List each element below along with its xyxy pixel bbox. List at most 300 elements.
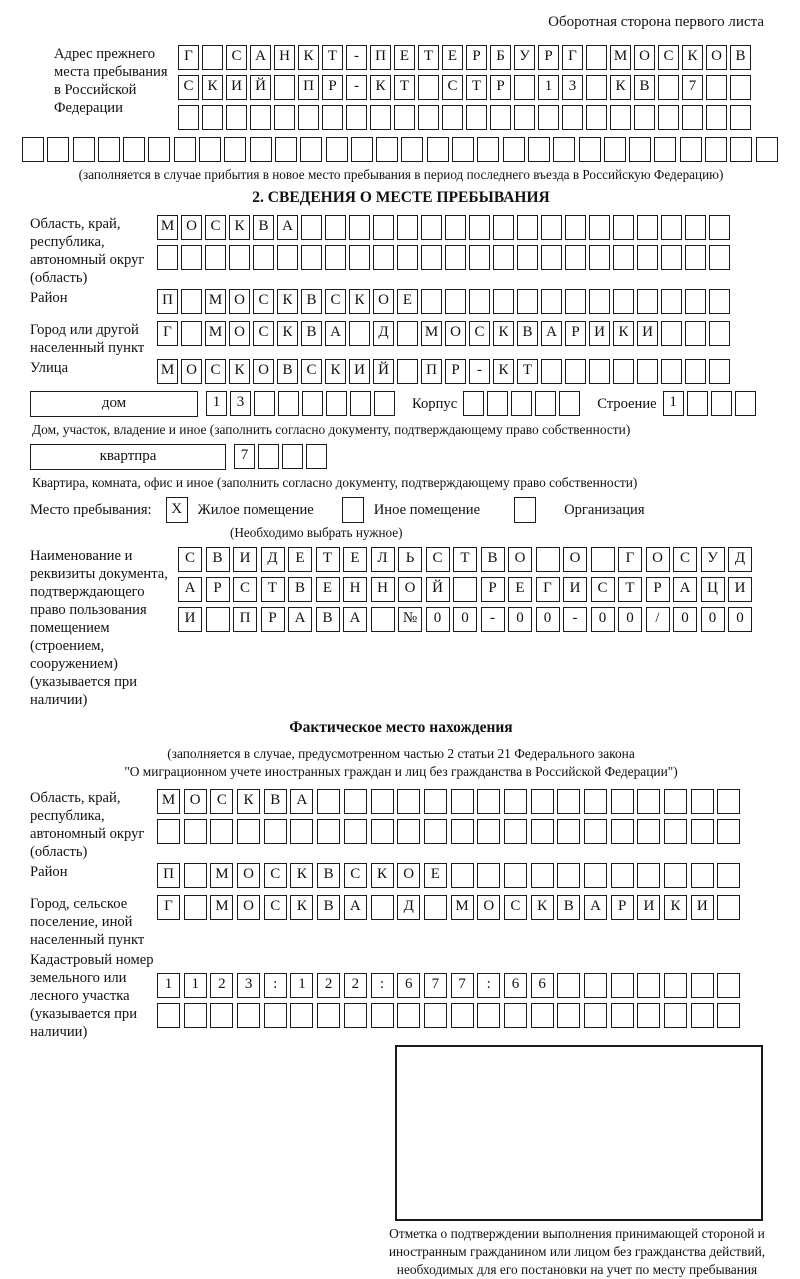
char-cell[interactable]	[344, 789, 367, 814]
char-cell[interactable]	[453, 577, 477, 602]
char-cell[interactable]	[709, 321, 730, 346]
char-cell[interactable]	[317, 789, 340, 814]
char-cell[interactable]	[610, 105, 631, 130]
char-cell[interactable]	[535, 391, 556, 416]
char-cell[interactable]	[504, 789, 527, 814]
char-cell[interactable]: Р	[322, 75, 343, 100]
char-cell[interactable]	[553, 137, 575, 162]
char-cell[interactable]: К	[493, 359, 514, 384]
char-cell[interactable]	[397, 359, 418, 384]
char-cell[interactable]	[654, 137, 676, 162]
char-cell[interactable]	[469, 289, 490, 314]
char-cell[interactable]	[705, 137, 727, 162]
char-cell[interactable]: П	[157, 289, 178, 314]
char-cell[interactable]	[397, 789, 420, 814]
char-cell[interactable]	[264, 1003, 287, 1028]
char-cell[interactable]	[371, 789, 394, 814]
char-cell[interactable]	[541, 245, 562, 270]
char-cell[interactable]: О	[229, 321, 250, 346]
char-cell[interactable]: 1	[157, 973, 180, 998]
char-cell[interactable]	[376, 137, 398, 162]
char-cell[interactable]: Т	[466, 75, 487, 100]
char-cell[interactable]: И	[691, 895, 714, 920]
char-cell[interactable]: О	[706, 45, 727, 70]
char-cell[interactable]	[418, 75, 439, 100]
char-cell[interactable]	[22, 137, 44, 162]
char-cell[interactable]: И	[563, 577, 587, 602]
char-cell[interactable]: Р	[206, 577, 230, 602]
char-cell[interactable]: 0	[591, 607, 615, 632]
char-cell[interactable]: К	[664, 895, 687, 920]
char-cell[interactable]: М	[610, 45, 631, 70]
char-cell[interactable]	[531, 819, 554, 844]
char-cell[interactable]	[709, 289, 730, 314]
char-cell[interactable]	[536, 547, 560, 572]
char-cell[interactable]	[664, 1003, 687, 1028]
char-cell[interactable]	[349, 215, 370, 240]
char-cell[interactable]: Р	[445, 359, 466, 384]
char-cell[interactable]	[237, 1003, 260, 1028]
char-cell[interactable]: К	[349, 289, 370, 314]
char-cell[interactable]: Й	[250, 75, 271, 100]
char-cell[interactable]: Г	[536, 577, 560, 602]
char-cell[interactable]: В	[316, 607, 340, 632]
char-cell[interactable]: Ь	[398, 547, 422, 572]
char-cell[interactable]: Г	[178, 45, 199, 70]
char-cell[interactable]: :	[264, 973, 287, 998]
char-cell[interactable]: 0	[508, 607, 532, 632]
char-cell[interactable]	[477, 1003, 500, 1028]
char-cell[interactable]: П	[370, 45, 391, 70]
char-cell[interactable]: Е	[508, 577, 532, 602]
char-cell[interactable]: С	[442, 75, 463, 100]
char-cell[interactable]: М	[157, 215, 178, 240]
char-cell[interactable]: С	[178, 75, 199, 100]
char-cell[interactable]	[658, 75, 679, 100]
char-cell[interactable]	[661, 215, 682, 240]
char-cell[interactable]: 2	[344, 973, 367, 998]
char-cell[interactable]	[637, 245, 658, 270]
char-cell[interactable]	[586, 45, 607, 70]
char-cell[interactable]	[611, 863, 634, 888]
char-cell[interactable]: Т	[322, 45, 343, 70]
char-cell[interactable]: А	[250, 45, 271, 70]
char-cell[interactable]	[637, 1003, 660, 1028]
char-cell[interactable]	[469, 215, 490, 240]
char-cell[interactable]: В	[634, 75, 655, 100]
char-cell[interactable]: П	[157, 863, 180, 888]
char-cell[interactable]	[451, 819, 474, 844]
char-cell[interactable]: О	[646, 547, 670, 572]
char-cell[interactable]	[637, 215, 658, 240]
char-cell[interactable]	[756, 137, 778, 162]
char-cell[interactable]	[711, 391, 732, 416]
char-cell[interactable]: К	[370, 75, 391, 100]
char-cell[interactable]	[451, 863, 474, 888]
char-cell[interactable]: Р	[611, 895, 634, 920]
char-cell[interactable]: С	[178, 547, 202, 572]
char-cell[interactable]	[664, 819, 687, 844]
char-cell[interactable]: Г	[157, 895, 180, 920]
char-cell[interactable]: С	[233, 577, 257, 602]
char-cell[interactable]: И	[349, 359, 370, 384]
char-cell[interactable]	[424, 819, 447, 844]
char-cell[interactable]	[613, 359, 634, 384]
char-cell[interactable]: Д	[261, 547, 285, 572]
char-cell[interactable]	[206, 607, 230, 632]
char-cell[interactable]	[589, 215, 610, 240]
char-cell[interactable]: Т	[453, 547, 477, 572]
char-cell[interactable]: Р	[261, 607, 285, 632]
char-cell[interactable]	[178, 105, 199, 130]
char-cell[interactable]: С	[673, 547, 697, 572]
char-cell[interactable]: С	[325, 289, 346, 314]
char-cell[interactable]: О	[445, 321, 466, 346]
char-cell[interactable]	[47, 137, 69, 162]
char-cell[interactable]: М	[157, 789, 180, 814]
char-cell[interactable]: Е	[442, 45, 463, 70]
char-cell[interactable]: В	[206, 547, 230, 572]
char-cell[interactable]	[717, 895, 740, 920]
house-type-box[interactable]: дом	[30, 391, 198, 417]
char-cell[interactable]: И	[728, 577, 752, 602]
char-cell[interactable]	[350, 391, 371, 416]
char-cell[interactable]	[685, 289, 706, 314]
char-cell[interactable]: Й	[373, 359, 394, 384]
char-cell[interactable]	[691, 1003, 714, 1028]
char-cell[interactable]: Д	[373, 321, 394, 346]
char-cell[interactable]: Г	[562, 45, 583, 70]
char-cell[interactable]: К	[325, 359, 346, 384]
char-cell[interactable]	[326, 391, 347, 416]
char-cell[interactable]	[514, 75, 535, 100]
char-cell[interactable]: Т	[517, 359, 538, 384]
char-cell[interactable]	[538, 105, 559, 130]
char-cell[interactable]: А	[541, 321, 562, 346]
char-cell[interactable]	[229, 245, 250, 270]
char-cell[interactable]: О	[237, 863, 260, 888]
char-cell[interactable]: 6	[504, 973, 527, 998]
char-cell[interactable]: Е	[343, 547, 367, 572]
char-cell[interactable]	[205, 245, 226, 270]
char-cell[interactable]	[557, 1003, 580, 1028]
char-cell[interactable]	[374, 391, 395, 416]
char-cell[interactable]	[148, 137, 170, 162]
char-cell[interactable]	[584, 819, 607, 844]
char-cell[interactable]	[317, 819, 340, 844]
char-cell[interactable]	[174, 137, 196, 162]
char-cell[interactable]	[184, 819, 207, 844]
char-cell[interactable]	[589, 245, 610, 270]
char-cell[interactable]	[477, 137, 499, 162]
char-cell[interactable]	[274, 105, 295, 130]
char-cell[interactable]: 0	[673, 607, 697, 632]
char-cell[interactable]: И	[233, 547, 257, 572]
char-cell[interactable]	[300, 137, 322, 162]
char-cell[interactable]	[258, 444, 279, 469]
char-cell[interactable]	[253, 245, 274, 270]
char-cell[interactable]: -	[346, 45, 367, 70]
char-cell[interactable]: А	[325, 321, 346, 346]
char-cell[interactable]	[371, 1003, 394, 1028]
char-cell[interactable]: Й	[426, 577, 450, 602]
char-cell[interactable]	[275, 137, 297, 162]
char-cell[interactable]: В	[301, 289, 322, 314]
char-cell[interactable]: О	[508, 547, 532, 572]
char-cell[interactable]	[326, 137, 348, 162]
char-cell[interactable]: Т	[394, 75, 415, 100]
char-cell[interactable]: О	[237, 895, 260, 920]
char-cell[interactable]	[611, 973, 634, 998]
char-cell[interactable]	[664, 789, 687, 814]
char-cell[interactable]	[517, 245, 538, 270]
char-cell[interactable]: 0	[728, 607, 752, 632]
checkbox-zhiloe[interactable]: X	[166, 497, 188, 523]
char-cell[interactable]	[629, 137, 651, 162]
char-cell[interactable]	[637, 289, 658, 314]
char-cell[interactable]	[531, 863, 554, 888]
char-cell[interactable]: 1	[538, 75, 559, 100]
char-cell[interactable]: С	[226, 45, 247, 70]
char-cell[interactable]	[123, 137, 145, 162]
char-cell[interactable]	[184, 863, 207, 888]
char-cell[interactable]: О	[181, 359, 202, 384]
char-cell[interactable]: 0	[618, 607, 642, 632]
char-cell[interactable]	[504, 863, 527, 888]
char-cell[interactable]	[706, 105, 727, 130]
char-cell[interactable]	[250, 105, 271, 130]
char-cell[interactable]	[637, 863, 660, 888]
char-cell[interactable]	[613, 215, 634, 240]
char-cell[interactable]	[706, 75, 727, 100]
char-cell[interactable]	[717, 1003, 740, 1028]
char-cell[interactable]	[591, 547, 615, 572]
char-cell[interactable]: О	[477, 895, 500, 920]
char-cell[interactable]: Б	[490, 45, 511, 70]
char-cell[interactable]	[735, 391, 756, 416]
char-cell[interactable]: К	[229, 215, 250, 240]
char-cell[interactable]	[680, 137, 702, 162]
char-cell[interactable]	[469, 245, 490, 270]
char-cell[interactable]	[589, 359, 610, 384]
char-cell[interactable]	[490, 105, 511, 130]
char-cell[interactable]	[373, 245, 394, 270]
char-cell[interactable]	[184, 1003, 207, 1028]
char-cell[interactable]	[202, 105, 223, 130]
char-cell[interactable]	[317, 1003, 340, 1028]
char-cell[interactable]	[661, 289, 682, 314]
char-cell[interactable]	[157, 819, 180, 844]
char-cell[interactable]	[421, 215, 442, 240]
char-cell[interactable]: 7	[682, 75, 703, 100]
char-cell[interactable]	[477, 863, 500, 888]
char-cell[interactable]: 1	[206, 391, 227, 416]
char-cell[interactable]: Р	[565, 321, 586, 346]
char-cell[interactable]: К	[610, 75, 631, 100]
char-cell[interactable]	[557, 789, 580, 814]
char-cell[interactable]: И	[178, 607, 202, 632]
char-cell[interactable]	[664, 973, 687, 998]
char-cell[interactable]: Т	[418, 45, 439, 70]
char-cell[interactable]: К	[531, 895, 554, 920]
char-cell[interactable]	[401, 137, 423, 162]
char-cell[interactable]	[421, 289, 442, 314]
char-cell[interactable]	[157, 245, 178, 270]
char-cell[interactable]	[477, 819, 500, 844]
char-cell[interactable]: 2	[317, 973, 340, 998]
char-cell[interactable]	[611, 819, 634, 844]
char-cell[interactable]	[277, 245, 298, 270]
char-cell[interactable]: М	[210, 895, 233, 920]
char-cell[interactable]: К	[371, 863, 394, 888]
char-cell[interactable]: Н	[371, 577, 395, 602]
char-cell[interactable]	[685, 321, 706, 346]
char-cell[interactable]: В	[288, 577, 312, 602]
char-cell[interactable]: С	[205, 359, 226, 384]
char-cell[interactable]	[709, 245, 730, 270]
char-cell[interactable]	[451, 1003, 474, 1028]
char-cell[interactable]	[278, 391, 299, 416]
char-cell[interactable]	[557, 819, 580, 844]
char-cell[interactable]	[254, 391, 275, 416]
char-cell[interactable]	[658, 105, 679, 130]
char-cell[interactable]	[181, 289, 202, 314]
char-cell[interactable]	[562, 105, 583, 130]
char-cell[interactable]	[421, 245, 442, 270]
char-cell[interactable]	[237, 819, 260, 844]
char-cell[interactable]	[351, 137, 373, 162]
char-cell[interactable]: В	[517, 321, 538, 346]
char-cell[interactable]	[210, 819, 233, 844]
char-cell[interactable]	[589, 289, 610, 314]
char-cell[interactable]: М	[451, 895, 474, 920]
char-cell[interactable]: А	[673, 577, 697, 602]
char-cell[interactable]: В	[730, 45, 751, 70]
char-cell[interactable]	[199, 137, 221, 162]
char-cell[interactable]	[584, 1003, 607, 1028]
char-cell[interactable]: М	[157, 359, 178, 384]
checkbox-inoe[interactable]	[342, 497, 364, 523]
char-cell[interactable]: -	[481, 607, 505, 632]
char-cell[interactable]	[584, 863, 607, 888]
char-cell[interactable]	[685, 215, 706, 240]
char-cell[interactable]	[528, 137, 550, 162]
char-cell[interactable]: 2	[210, 973, 233, 998]
char-cell[interactable]	[531, 1003, 554, 1028]
char-cell[interactable]	[613, 245, 634, 270]
char-cell[interactable]: Д	[397, 895, 420, 920]
char-cell[interactable]	[397, 321, 418, 346]
char-cell[interactable]: -	[563, 607, 587, 632]
char-cell[interactable]: А	[277, 215, 298, 240]
char-cell[interactable]	[98, 137, 120, 162]
char-cell[interactable]	[637, 359, 658, 384]
char-cell[interactable]: 7	[234, 444, 255, 469]
char-cell[interactable]	[557, 973, 580, 998]
char-cell[interactable]	[73, 137, 95, 162]
char-cell[interactable]	[634, 105, 655, 130]
char-cell[interactable]	[503, 137, 525, 162]
char-cell[interactable]	[685, 359, 706, 384]
char-cell[interactable]: К	[682, 45, 703, 70]
char-cell[interactable]	[611, 789, 634, 814]
char-cell[interactable]: 6	[531, 973, 554, 998]
char-cell[interactable]	[730, 75, 751, 100]
char-cell[interactable]: Е	[424, 863, 447, 888]
char-cell[interactable]	[427, 137, 449, 162]
char-cell[interactable]: Д	[728, 547, 752, 572]
char-cell[interactable]	[418, 105, 439, 130]
char-cell[interactable]	[691, 819, 714, 844]
char-cell[interactable]: С	[210, 789, 233, 814]
char-cell[interactable]	[565, 245, 586, 270]
char-cell[interactable]: О	[253, 359, 274, 384]
char-cell[interactable]	[709, 359, 730, 384]
char-cell[interactable]	[613, 289, 634, 314]
char-cell[interactable]	[487, 391, 508, 416]
char-cell[interactable]	[687, 391, 708, 416]
char-cell[interactable]: В	[264, 789, 287, 814]
char-cell[interactable]: О	[398, 577, 422, 602]
char-cell[interactable]	[466, 105, 487, 130]
char-cell[interactable]	[493, 215, 514, 240]
char-cell[interactable]: 0	[453, 607, 477, 632]
char-cell[interactable]	[661, 245, 682, 270]
char-cell[interactable]: /	[646, 607, 670, 632]
char-cell[interactable]	[349, 245, 370, 270]
char-cell[interactable]	[302, 391, 323, 416]
char-cell[interactable]	[517, 215, 538, 240]
char-cell[interactable]: У	[701, 547, 725, 572]
char-cell[interactable]	[586, 75, 607, 100]
char-cell[interactable]: С	[264, 895, 287, 920]
char-cell[interactable]	[557, 863, 580, 888]
char-cell[interactable]: И	[637, 895, 660, 920]
char-cell[interactable]	[611, 1003, 634, 1028]
char-cell[interactable]: В	[557, 895, 580, 920]
char-cell[interactable]: Е	[394, 45, 415, 70]
char-cell[interactable]	[325, 245, 346, 270]
char-cell[interactable]	[463, 391, 484, 416]
char-cell[interactable]	[493, 289, 514, 314]
char-cell[interactable]: Т	[261, 577, 285, 602]
char-cell[interactable]	[664, 863, 687, 888]
char-cell[interactable]	[290, 1003, 313, 1028]
char-cell[interactable]	[322, 105, 343, 130]
char-cell[interactable]: К	[202, 75, 223, 100]
char-cell[interactable]	[181, 321, 202, 346]
char-cell[interactable]: О	[634, 45, 655, 70]
char-cell[interactable]	[346, 105, 367, 130]
char-cell[interactable]	[202, 45, 223, 70]
char-cell[interactable]: Т	[316, 547, 340, 572]
char-cell[interactable]: С	[469, 321, 490, 346]
char-cell[interactable]	[424, 789, 447, 814]
char-cell[interactable]: Е	[288, 547, 312, 572]
char-cell[interactable]: О	[563, 547, 587, 572]
char-cell[interactable]: К	[298, 45, 319, 70]
char-cell[interactable]: А	[584, 895, 607, 920]
char-cell[interactable]	[452, 137, 474, 162]
char-cell[interactable]: :	[477, 973, 500, 998]
char-cell[interactable]: 7	[451, 973, 474, 998]
char-cell[interactable]	[717, 973, 740, 998]
char-cell[interactable]	[661, 359, 682, 384]
char-cell[interactable]: М	[210, 863, 233, 888]
char-cell[interactable]	[514, 105, 535, 130]
char-cell[interactable]: Е	[316, 577, 340, 602]
char-cell[interactable]	[682, 105, 703, 130]
